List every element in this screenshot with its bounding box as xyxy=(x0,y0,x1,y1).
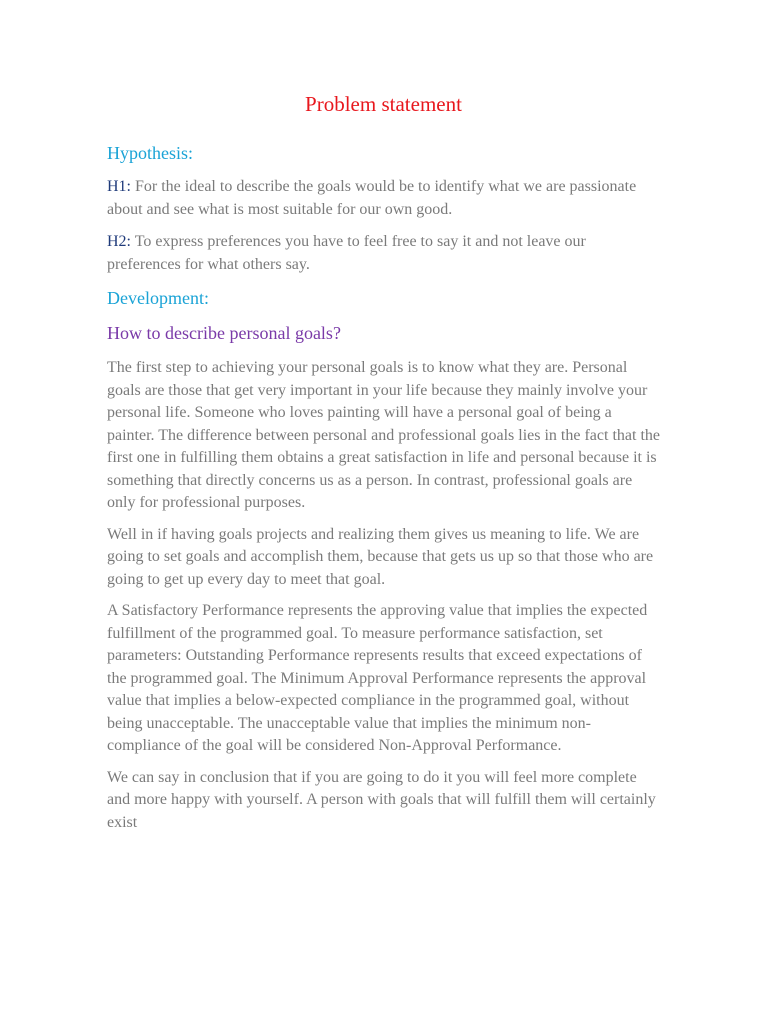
hypothesis-heading: Hypothesis: xyxy=(107,143,194,163)
body-paragraph-1: The first step to achieving your personal goals is to know what they are. Personal goals are those that get very important in your life because they mainly involve your personal life. Someone who loves painting will have a personal goal of being a painter. The difference between personal and professional goals lies in the fact that the first one in fulfilling them obtains a great satisfaction in life and personal because it is something that directly concerns us as a person. In contrast, professional goals are only for professional purposes. xyxy=(107,359,660,511)
body-paragraph-3: A Satisfactory Performance represents the approving value that implies the expected fulfillment of the programmed goal. To measure performance satisfaction, set parameters: Outstanding Performance represents results that exceed expectations of the programmed goal. The Minimum Approval Performance represents the approval value that implies a below-expected compliance in the programmed goal, without being unacceptable. The unacceptable value that implies the minimum non-compliance of the goal will be considered Non-Approval Performance. xyxy=(107,602,648,754)
body-paragraph-4: We can say in conclusion that if you are going to do it you will feel more complete and more happy with yourself. A person with goals that will fulfill them will certainly exist xyxy=(107,768,656,831)
hypothesis-2-label: H2: xyxy=(107,233,131,250)
hypothesis-1-label: H1: xyxy=(107,178,131,195)
hypothesis-1-paragraph xyxy=(107,176,660,221)
hypothesis-2-paragraph xyxy=(107,231,660,276)
question-heading: How to describe personal goals? xyxy=(107,323,341,343)
hypothesis-1-text: For the ideal to describe the goals would be to identify what we are passionate about and see what is most suitable for our own good. xyxy=(107,178,637,218)
development-heading: Development: xyxy=(107,288,209,308)
hypothesis-2-text: To express preferences you have to feel free to say it and not leave our preferences for what others say. xyxy=(107,233,586,273)
page-title: Problem statement xyxy=(305,92,462,116)
body-paragraph-2: Well in if having goals projects and realizing them gives us meaning to life. We are going to set goals and accomplish them, because that gets us up so that those who are going to get up every day to meet that goal. xyxy=(107,525,654,588)
